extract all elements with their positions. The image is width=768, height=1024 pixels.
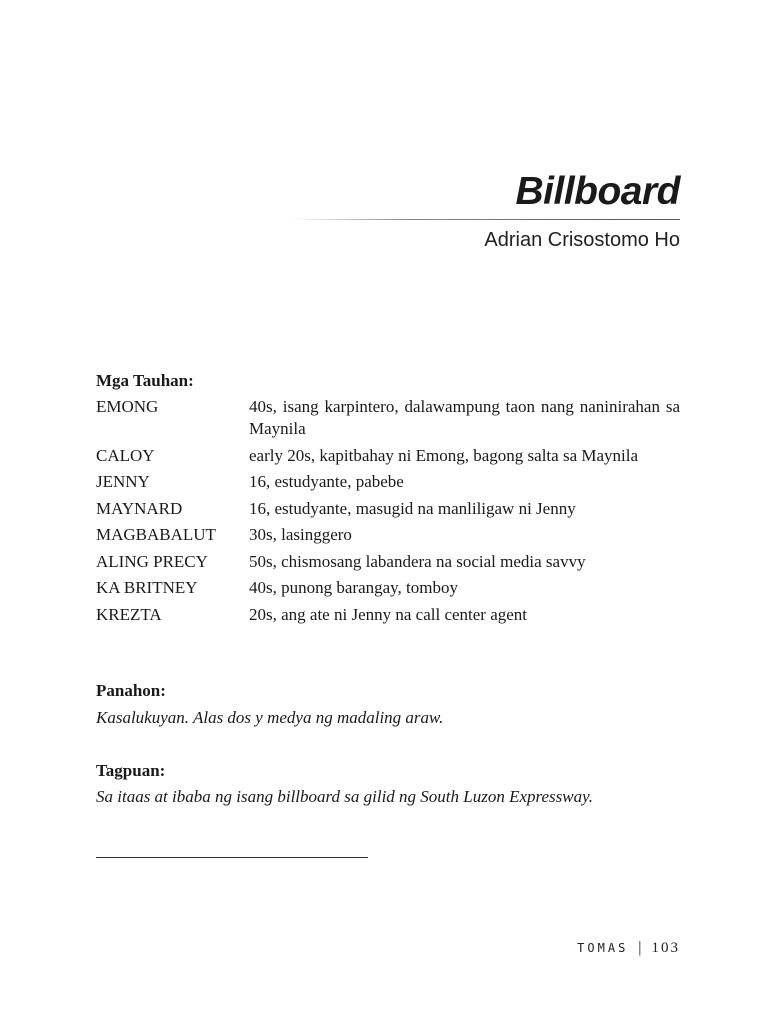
footnote-divider — [96, 857, 368, 858]
character-name: KREZTA — [96, 604, 162, 624]
character-description: 30s, lasinggero — [249, 525, 352, 544]
page-footer — [577, 938, 680, 958]
cast-row — [96, 604, 680, 626]
cast-list — [96, 396, 680, 630]
character-description: 40s, isang karpintero, dalawampung taon nang naninirahan sa Maynila — [249, 397, 680, 438]
character-name: CALOY — [96, 445, 155, 465]
journal-name: TOMAS — [577, 941, 629, 955]
time-heading: Panahon: — [96, 681, 166, 700]
character-name: MAGBABALUT — [96, 525, 216, 544]
character-name: EMONG — [96, 397, 159, 416]
cast-row — [96, 396, 680, 440]
character-description: early 20s, kapitbahay ni Emong, bagong salta sa Maynila — [249, 445, 639, 465]
page-number: 103 — [651, 940, 680, 956]
title-divider — [290, 219, 680, 220]
character-description: 16, estudyante, pabebe — [249, 472, 404, 491]
character-description: 16, estudyante, masugid na manliligaw ni Jenny — [249, 498, 576, 518]
setting-heading: Tagpuan: — [96, 761, 166, 780]
character-description: 20s, ang ate ni Jenny na call center agent — [249, 604, 528, 624]
cast-heading: Mga Tauhan: — [96, 371, 194, 390]
character-name: JENNY — [96, 472, 150, 491]
footer-separator: | — [638, 939, 642, 956]
cast-row — [96, 551, 680, 573]
setting-text: Sa itaas at ibaba ng isang billboard sa gilid ng South Luzon Expressway. — [96, 787, 593, 806]
cast-row — [96, 445, 680, 467]
character-name: ALING PRECY — [96, 551, 208, 571]
author-name: Adrian Crisostomo Ho — [484, 229, 680, 251]
cast-row — [96, 524, 680, 546]
cast-row — [96, 498, 680, 520]
time-text: Kasalukuyan. Alas dos y medya ng madaling araw. — [96, 708, 444, 727]
character-description: 50s, chismosang labandera na social media savvy — [249, 551, 586, 571]
cast-row — [96, 471, 680, 493]
play-title: Billboard — [515, 170, 680, 213]
character-name: KA BRITNEY — [96, 578, 198, 597]
character-description: 40s, punong barangay, tomboy — [249, 578, 459, 597]
character-name: MAYNARD — [96, 498, 183, 518]
cast-row — [96, 577, 680, 599]
